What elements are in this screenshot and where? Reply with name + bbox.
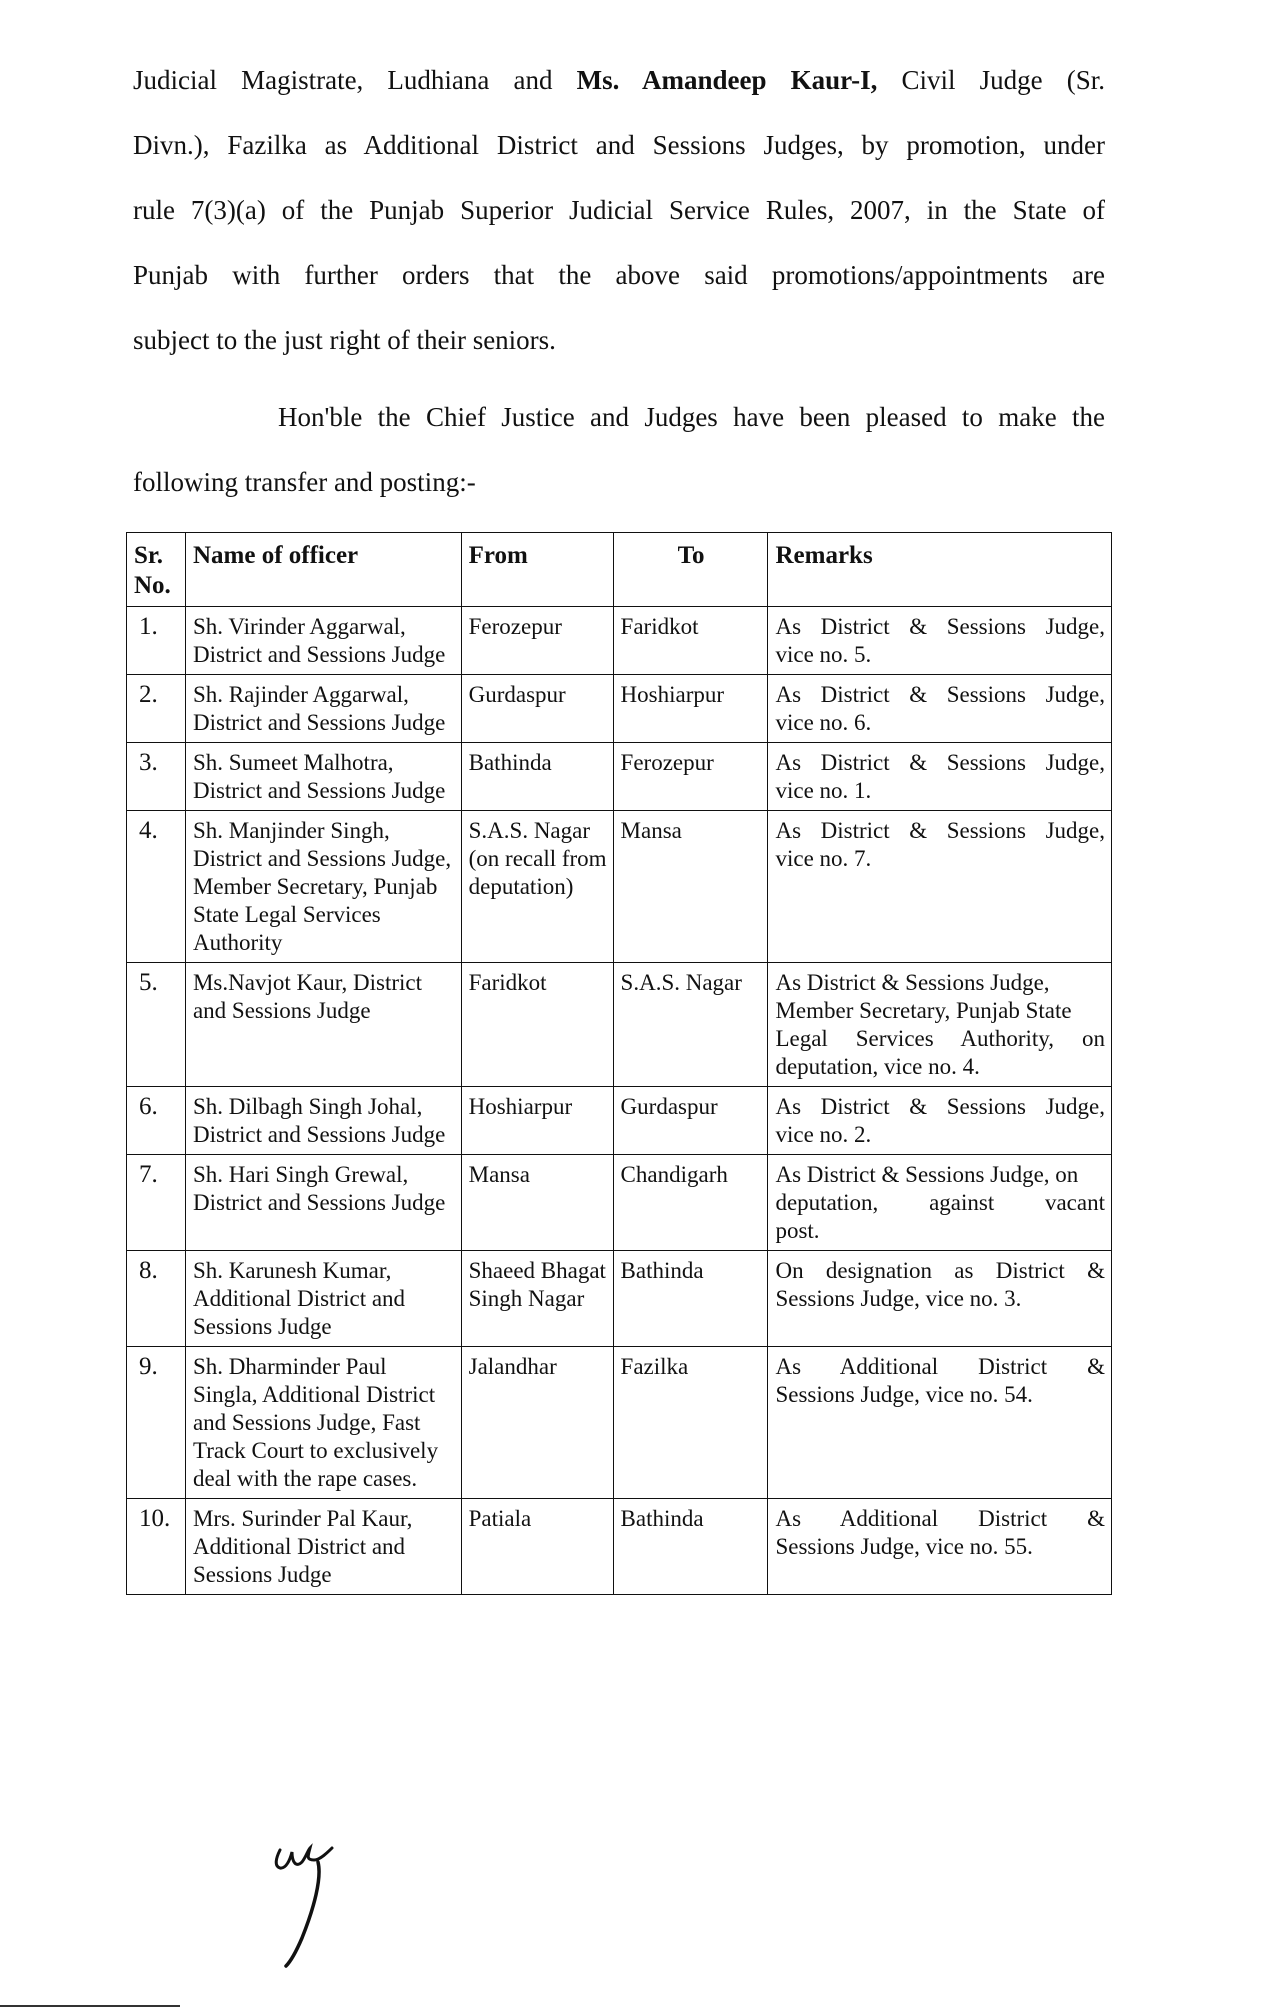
cell-remarks [768, 1347, 1112, 1499]
cell-sr-no: 4. [127, 811, 186, 963]
cell-officer-name: Sh. Virinder Aggarwal, District and Sessions Judge [185, 607, 461, 675]
remarks-line: As District & Sessions Judge, Member Secretary, Punjab State Legal Services Authority, on [775, 970, 1105, 1051]
remarks-line: vice no. 1. [775, 778, 872, 803]
cell-from: S.A.S. Nagar (on recall from deputation) [461, 811, 613, 963]
remarks-line: Sessions Judge, vice no. 3. [775, 1286, 1022, 1311]
cell-officer-name: Sh. Sumeet Malhotra, District and Sessions Judge [185, 743, 461, 811]
remarks-line: vice no. 5. [775, 642, 872, 667]
table-row [127, 1087, 1112, 1155]
cell-remarks [768, 963, 1112, 1087]
cell-from: Shaeed Bhagat Singh Nagar [461, 1251, 613, 1347]
cell-remarks [768, 1087, 1112, 1155]
text-segment: Judicial Magistrate, Ludhiana and [133, 65, 577, 95]
cell-officer-name: Sh. Karunesh Kumar, Additional District and Sessions Judge [185, 1251, 461, 1347]
remarks-line: vice no. 7. [775, 846, 872, 871]
transfer-posting-table [126, 532, 1112, 1595]
cell-officer-name: Sh. Rajinder Aggarwal, District and Sessions Judge [185, 675, 461, 743]
cell-sr-no: 2. [127, 675, 186, 743]
cell-to: Fazilka [613, 1347, 768, 1499]
cell-sr-no: 7. [127, 1155, 186, 1251]
cell-to: S.A.S. Nagar [613, 963, 768, 1087]
remarks-line: As District & Sessions Judge, [775, 682, 1105, 707]
header-remarks: Remarks [768, 533, 1112, 607]
cell-officer-name: Mrs. Surinder Pal Kaur, Additional District and Sessions Judge [185, 1499, 461, 1595]
remarks-line: As District & Sessions Judge, [775, 614, 1105, 639]
cell-remarks [768, 743, 1112, 811]
cell-from: Jalandhar [461, 1347, 613, 1499]
table-row [127, 1347, 1112, 1499]
paragraph-promotions [133, 48, 1105, 373]
cell-officer-name: Sh. Dharminder Paul Singla, Additional District and Sessions Judge, Fast Track Court to exclusively deal with the rape cases. [185, 1347, 461, 1499]
paragraph-line: Hon'ble the Chief Justice and Judges have been pleased to make the [278, 402, 1105, 432]
cell-officer-name: Ms.Navjot Kaur, District and Sessions Judge [185, 963, 461, 1087]
remarks-line: vice no. 2. [775, 1122, 872, 1147]
cell-to: Bathinda [613, 1499, 768, 1595]
text-segment: Civil Judge (Sr. [877, 65, 1105, 95]
cell-sr-no: 1. [127, 607, 186, 675]
cell-officer-name: Sh. Hari Singh Grewal, District and Sessions Judge [185, 1155, 461, 1251]
handwritten-signature [262, 1838, 382, 1973]
remarks-line: Sessions Judge, vice no. 54. [775, 1382, 1033, 1407]
table-row [127, 1155, 1112, 1251]
cell-remarks [768, 1155, 1112, 1251]
table-row [127, 607, 1112, 675]
cell-from: Faridkot [461, 963, 613, 1087]
remarks-line: As District & Sessions Judge, [775, 1094, 1105, 1119]
remarks-line: As District & Sessions Judge, [775, 818, 1105, 843]
cell-officer-name: Sh. Dilbagh Singh Johal, District and Sessions Judge [185, 1087, 461, 1155]
cell-to: Hoshiarpur [613, 675, 768, 743]
page-edge-rule [0, 2005, 180, 2007]
remarks-line: On designation as District & [775, 1258, 1105, 1283]
cell-sr-no: 9. [127, 1347, 186, 1499]
cell-from: Mansa [461, 1155, 613, 1251]
cell-from: Bathinda [461, 743, 613, 811]
header-sr-no: Sr. No. [127, 533, 186, 607]
remarks-line: Sessions Judge, vice no. 55. [775, 1534, 1033, 1559]
cell-sr-no: 5. [127, 963, 186, 1087]
table-row [127, 743, 1112, 811]
cell-sr-no: 10. [127, 1499, 186, 1595]
cell-to: Ferozepur [613, 743, 768, 811]
paragraph-line: Divn.), Fazilka as Additional District and Sessions Judges, by promotion, under [133, 130, 1105, 160]
table-row [127, 1499, 1112, 1595]
remarks-line: As Additional District & [775, 1354, 1105, 1379]
cell-sr-no: 3. [127, 743, 186, 811]
cell-from: Ferozepur [461, 607, 613, 675]
remarks-line: As Additional District & [775, 1506, 1105, 1531]
remarks-line: As District & Sessions Judge, [775, 750, 1105, 775]
cell-officer-name: Sh. Manjinder Singh, District and Sessions Judge, Member Secretary, Punjab State Legal Services Authority [185, 811, 461, 963]
table-row [127, 811, 1112, 963]
table-row [127, 963, 1112, 1087]
header-from: From [461, 533, 613, 607]
header-to: To [613, 533, 768, 607]
table-header-row [127, 533, 1112, 607]
header-name-of-officer: Name of officer [185, 533, 461, 607]
cell-from: Gurdaspur [461, 675, 613, 743]
cell-remarks [768, 1251, 1112, 1347]
cell-remarks [768, 607, 1112, 675]
remarks-line: vice no. 6. [775, 710, 872, 735]
cell-to: Gurdaspur [613, 1087, 768, 1155]
cell-remarks [768, 811, 1112, 963]
cell-to: Mansa [613, 811, 768, 963]
cell-remarks [768, 675, 1112, 743]
remarks-line: deputation, vice no. 4. [775, 1054, 980, 1079]
cell-to: Faridkot [613, 607, 768, 675]
paragraph-line: Punjab with further orders that the above said promotions/appointments are [133, 260, 1105, 290]
cell-sr-no: 8. [127, 1251, 186, 1347]
cell-sr-no: 6. [127, 1087, 186, 1155]
paragraph-line: following transfer and posting:- [133, 467, 476, 497]
paragraph-line: rule 7(3)(a) of the Punjab Superior Judicial Service Rules, 2007, in the State of [133, 195, 1105, 225]
signature-icon [262, 1838, 382, 1968]
paragraph-line [133, 48, 1105, 113]
paragraph-line: subject to the just right of their seniors. [133, 325, 556, 355]
cell-from: Hoshiarpur [461, 1087, 613, 1155]
cell-from: Patiala [461, 1499, 613, 1595]
cell-to: Bathinda [613, 1251, 768, 1347]
officer-name-bold: Ms. Amandeep Kaur-I, [576, 65, 878, 95]
table-row [127, 675, 1112, 743]
paragraph-transfer-intro [133, 385, 1105, 515]
table-row [127, 1251, 1112, 1347]
remarks-line: As District & Sessions Judge, on deputation, against vacant [775, 1162, 1105, 1215]
cell-remarks [768, 1499, 1112, 1595]
cell-to: Chandigarh [613, 1155, 768, 1251]
remarks-line: post. [775, 1218, 820, 1243]
